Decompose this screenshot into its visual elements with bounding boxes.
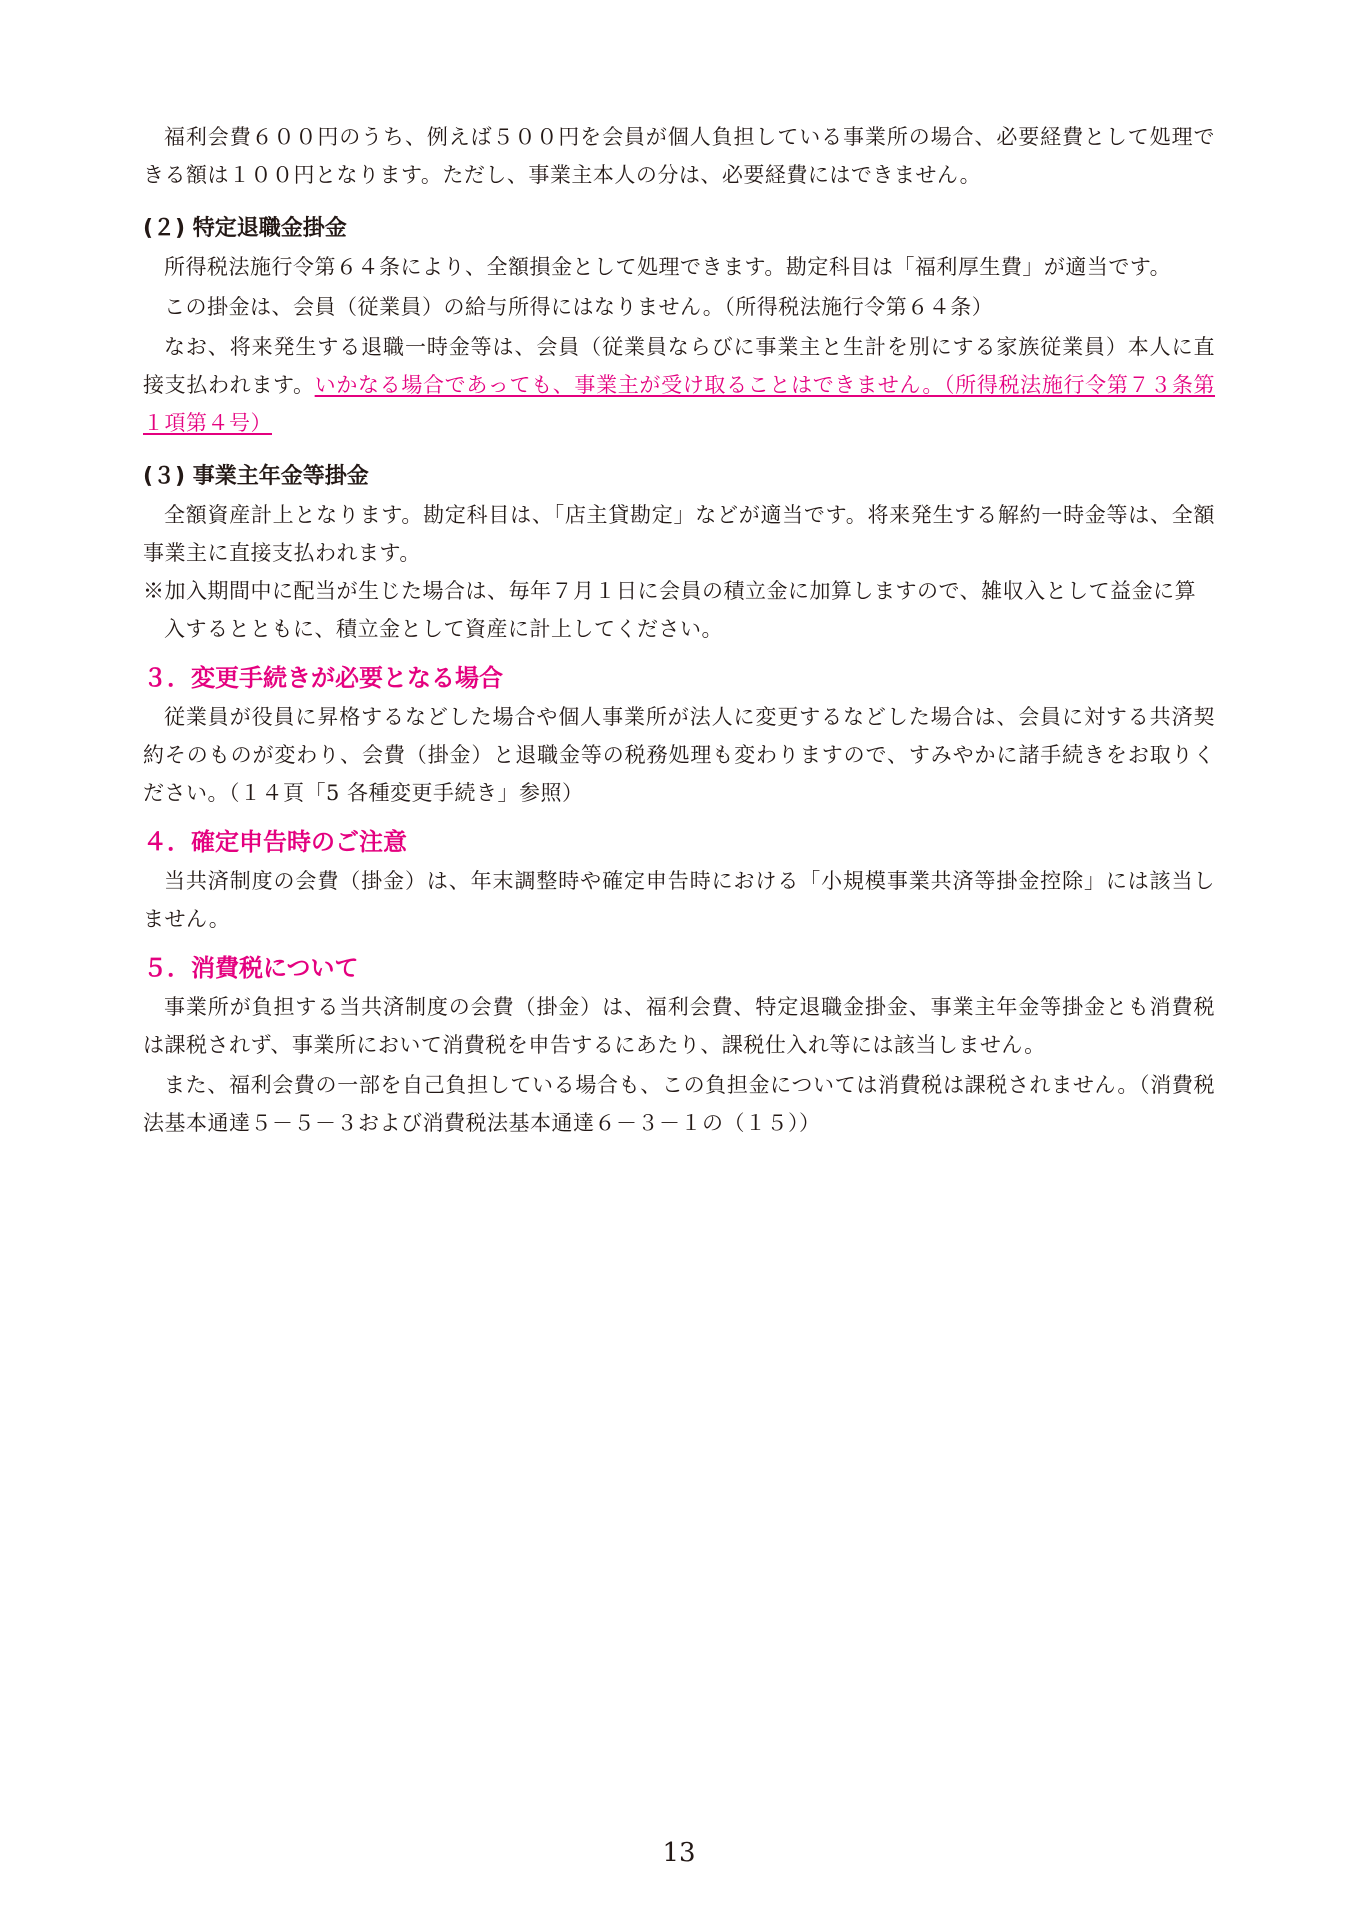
paragraph: この掛金は、会員（従業員）の給与所得にはなりません。（所得税法施行令第６４条） bbox=[164, 295, 994, 319]
page-number: 13 bbox=[662, 1838, 696, 1868]
paragraph bbox=[143, 328, 1215, 442]
paragraph: 当共済制度の会費（掛金）は、年末調整時や確定申告時における「小規模事業共済等掛金控除」には該当しません。 bbox=[143, 869, 1215, 931]
section-heading-tax-return: ４．確定申告時のご注意 bbox=[143, 828, 407, 856]
note-paragraph: ※加入期間中に配当が生じた場合は、毎年７月１日に会員の積立金に加算しますので、雑収入として益金に算入するとともに、積立金として資産に計上してください。 bbox=[143, 579, 1197, 641]
highlighted-note: いかなる場合であっても、事業主が受け取ることはできません。（所得税法施行令第７３条第１項第４号） bbox=[143, 373, 1216, 435]
section-heading-special-retirement: (２) 特定退職金掛金 bbox=[143, 216, 347, 241]
intro-paragraph: 福利会費６００円のうち、例えば５００円を会員が個人負担している事業所の場合、必要経費として処理できる額は１００円となります。ただし、事業主本人の分は、必要経費にはできません。 bbox=[143, 125, 1215, 187]
paragraph: 全額資産計上となります。勘定科目は、「店主貸勘定」などが適当です。将来発生する解約一時金等は、全額事業主に直接支払われます。 bbox=[143, 503, 1215, 565]
section-heading-consumption-tax: ５．消費税について bbox=[143, 954, 359, 982]
section-heading-change-procedures: ３．変更手続きが必要となる場合 bbox=[143, 664, 503, 692]
section-heading-owner-pension: (３) 事業主年金等掛金 bbox=[143, 464, 369, 489]
paragraph-text: なお、将来発生する退職一時金等は、会員（従業員ならびに事業主と生計を別にする家族従業員）本人に直接支払われます。 bbox=[143, 335, 1215, 397]
document-body bbox=[143, 118, 1215, 1142]
paragraph: 事業所が負担する当共済制度の会費（掛金）は、福利会費、特定退職金掛金、事業主年金等掛金とも消費税は課税されず、事業所において消費税を申告するにあたり、課税仕入れ等には該当しません。 bbox=[143, 995, 1215, 1057]
paragraph: また、福利会費の一部を自己負担している場合も、この負担金については消費税は課税されません。（消費税法基本通達５－５－３および消費税法基本通達６－３－１の（１５）） bbox=[143, 1073, 1215, 1135]
paragraph: 所得税法施行令第６４条により、全額損金として処理できます。勘定科目は「福利厚生費」が適当です。 bbox=[164, 255, 1172, 279]
paragraph: 従業員が役員に昇格するなどした場合や個人事業所が法人に変更するなどした場合は、会員に対する共済契約そのものが変わり、会費（掛金）と退職金等の税務処理も変わりますので、すみやかに諸手続きをお取りください。（１４頁「5 各種変更手続き」参照） bbox=[143, 705, 1215, 805]
